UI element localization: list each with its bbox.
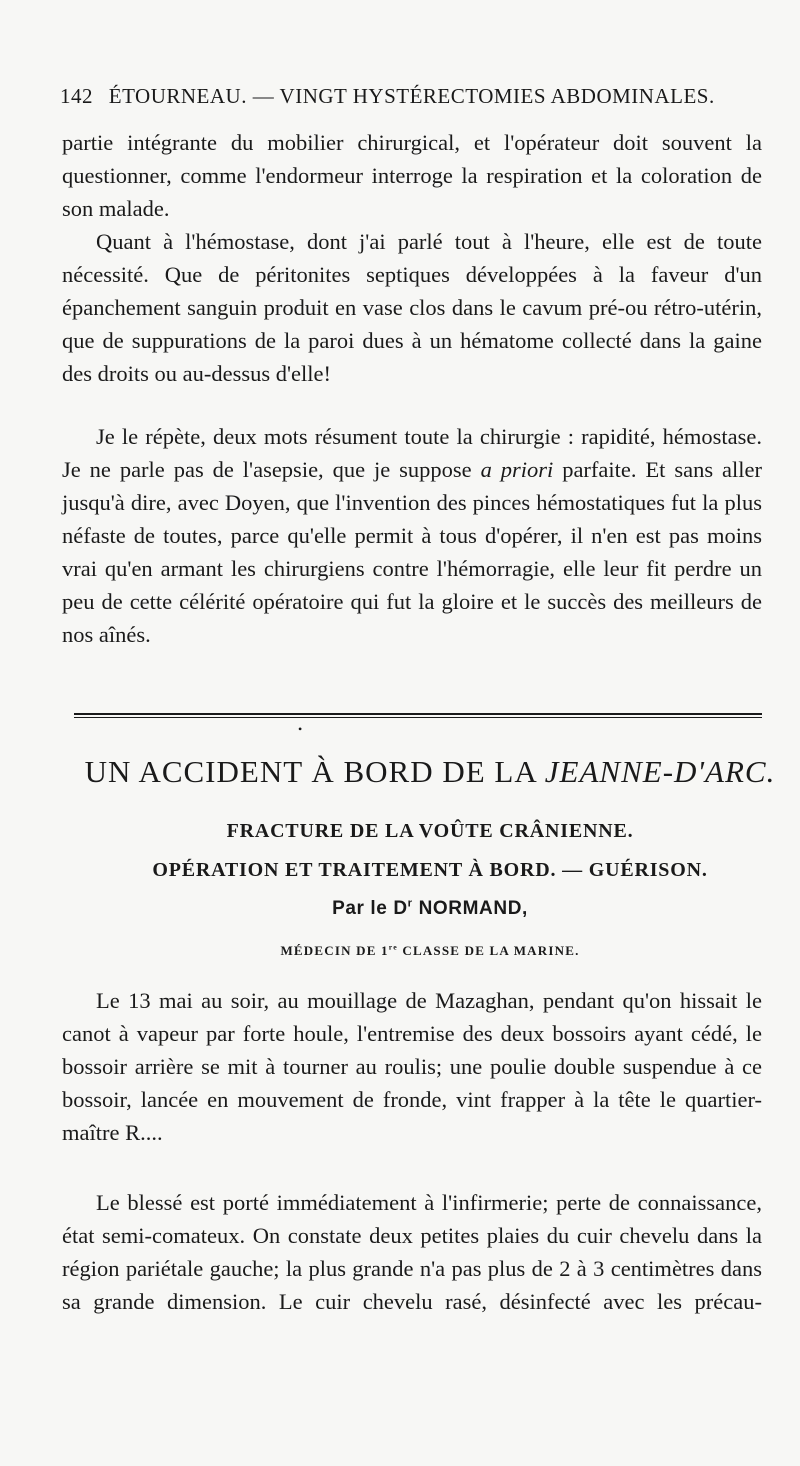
paragraph-blesse: Le blessé est porté immédiatement à l'infirmerie; perte de connaissance, état semi-comateux. On constate deux petites plaies du cuir chevelu dans la région pariétale gauche; la plus grande n'a pas plus de 2 à 3 centimètres dans sa grande dimension. Le cuir chevelu rasé, désinfecté avec les précau- (62, 1190, 762, 1314)
paragraph-conclusion-part2: parfaite. Et sans aller jusqu'à dire, avec Doyen, que l'invention des pinces hémostatiques fut la plus néfaste de toutes, parce qu'elle permit à tous d'opérer, il n'en est pas moins vrai qu'en armant les chirurgiens contre l'hémorragie, elle leur fit perdre un peu de cette célérité opératoire qui fut la gloire et le succès des meilleurs de nos aînés. (62, 457, 762, 647)
paragraph-hemostase: Quant à l'hémostase, dont j'ai parlé tout à l'heure, elle est de toute nécessité. Que de péritonites septiques développées à la faveur d'un épanchement sanguin produit en vase clos dans le cavum pré-ou rétro-utérin, que de suppurations de la paroi dues à un hématome collecté dans la gaine des droits ou au-dessus d'elle! (62, 229, 762, 386)
affil-suffix: CLASSE DE LA MARINE. (397, 943, 580, 958)
paragraph-continuation: partie intégrante du mobilier chirurgical, et l'opérateur doit souvent la questionner, comme l'endormeur interroge la respiration et la coloration de son malade. (62, 130, 762, 221)
section-divider-thick (74, 713, 762, 715)
article-title-prefix: UN ACCIDENT À BORD DE LA (84, 754, 545, 789)
paragraph-conclusion (62, 420, 762, 651)
divider-dot: • (298, 722, 303, 736)
author-sup: r (407, 897, 413, 910)
paragraph-conclusion-part1: Je le répète, deux mots résument toute la chirurgie : rapidité, hémostase. Je ne parle pas de l'asepsie, que je suppose (62, 424, 762, 482)
author-prefix: Par le D (332, 898, 408, 919)
article-subtitle-1: FRACTURE DE LA VOÛTE CRÂNIENNE. (226, 820, 634, 842)
article-title-ship: JEANNE-D'ARC. (544, 754, 776, 789)
running-title: ÉTOURNEAU. — VINGT HYSTÉRECTOMIES ABDOMINALES. (108, 84, 715, 108)
author-name: NORMAND, (412, 898, 528, 919)
author-affiliation (60, 943, 800, 959)
article-subtitle-2: OPÉRATION ET TRAITEMENT À BORD. — GUÉRISON. (152, 859, 708, 881)
article-author (60, 898, 800, 920)
page-number: 142 (60, 84, 93, 108)
section-divider-thin (74, 717, 762, 718)
italic-a-priori: a priori (480, 457, 554, 482)
affil-sup: re (388, 942, 398, 952)
affil-prefix: MÉDECIN DE 1 (280, 943, 389, 958)
paragraph-accident: Le 13 mai au soir, au mouillage de Mazaghan, pendant qu'on hissait le canot à vapeur par forte houle, l'entremise des deux bossoirs ayant cédé, le bossoir arrière se mit à tourner au roulis; une poulie double suspendue à ce bossoir, lancée en mouvement de fronde, vint frapper à la tête le quartier-maître R.... (62, 988, 762, 1145)
running-header (60, 84, 740, 109)
article-title (60, 754, 800, 790)
